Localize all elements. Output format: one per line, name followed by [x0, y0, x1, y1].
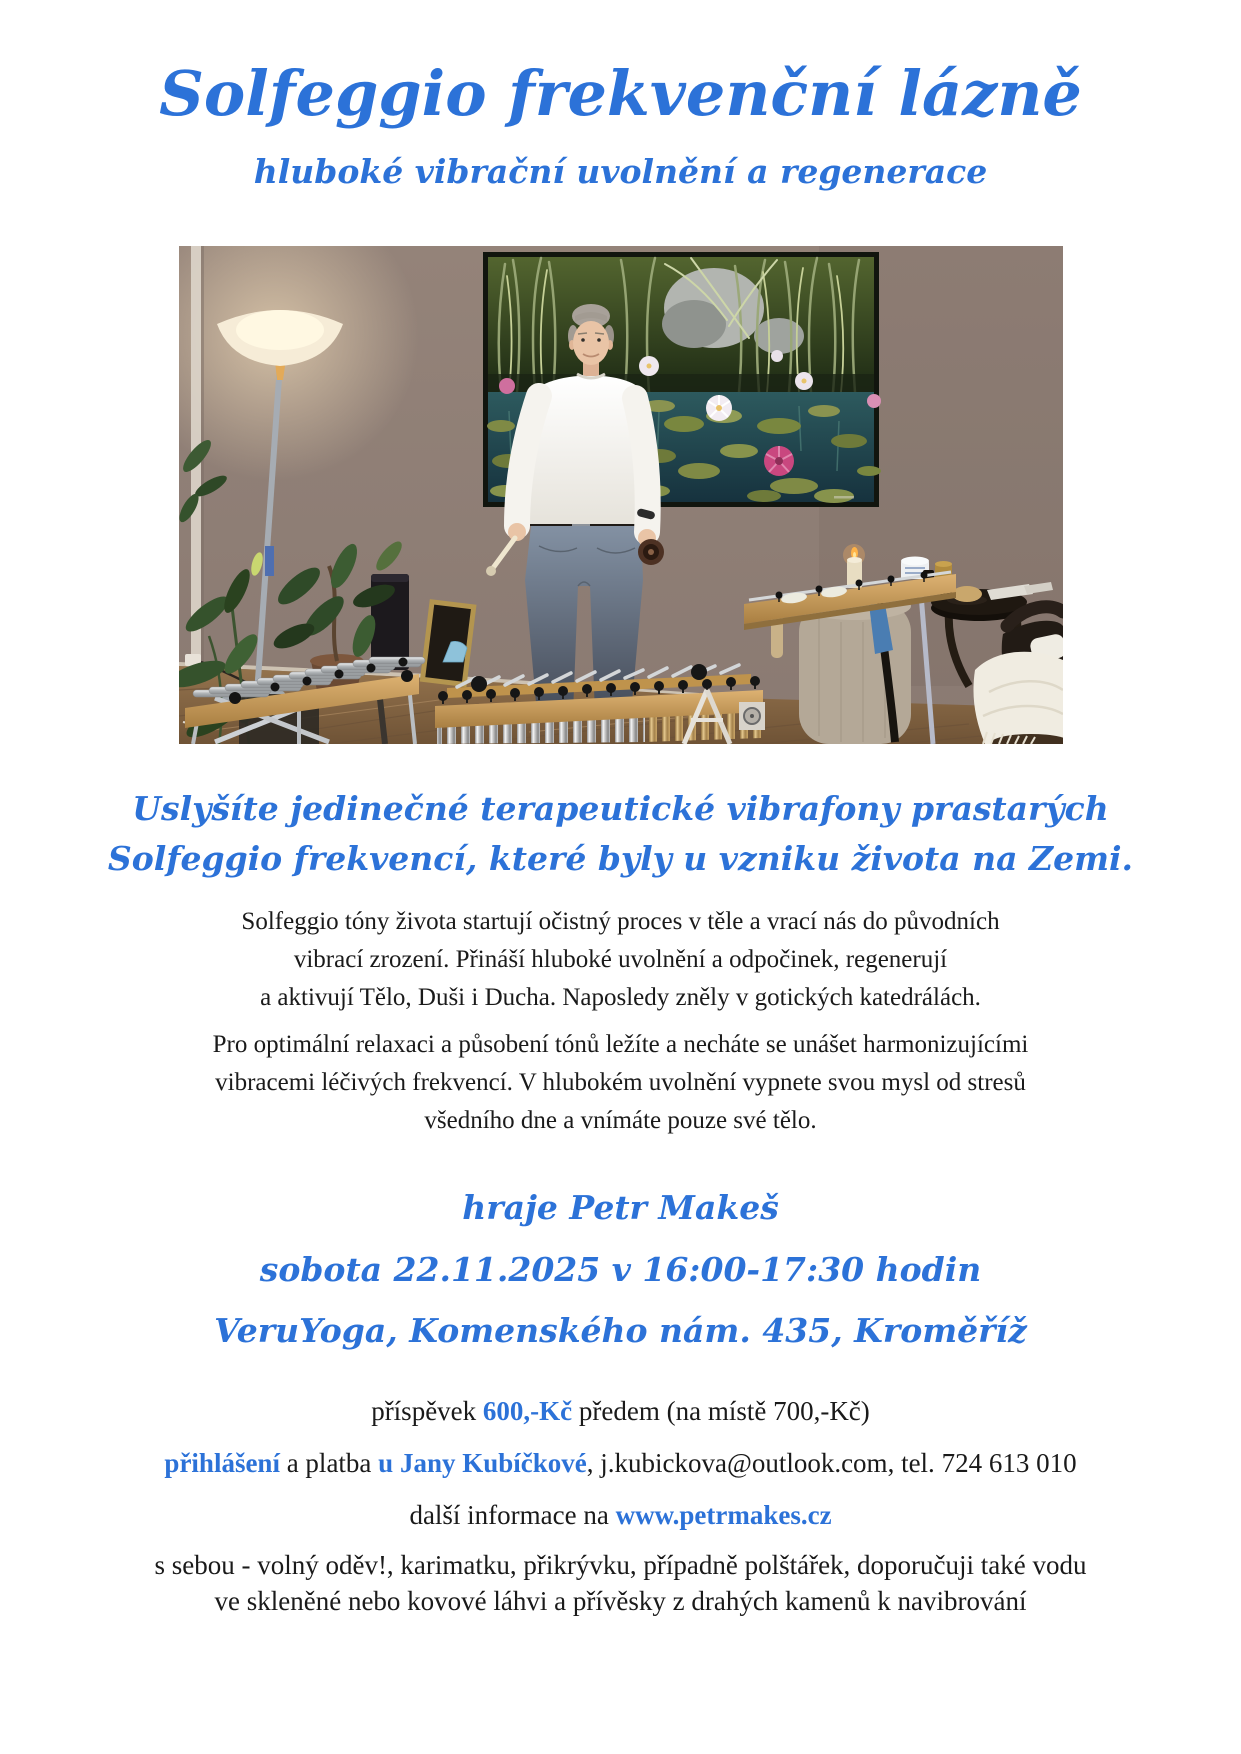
relax-line-1: Pro optimální relaxaci a působení tónů ležíte a necháte se unášet harmonizujícími	[212, 1031, 1029, 1059]
relax-line-3: všedního dne a vnímáte pouze své tělo.	[424, 1107, 817, 1135]
event-photo-illustration	[179, 246, 1063, 744]
event-performer: hraje Petr Makeš	[462, 1188, 779, 1228]
registration-email[interactable]: j.kubickova@outlook.com	[600, 1447, 888, 1478]
website-link[interactable]: www.petrmakes.cz	[615, 1499, 832, 1530]
registration-and-payment: a platba	[279, 1447, 379, 1478]
page-title: Solfeggio frekvenční lázně	[159, 57, 1082, 130]
registration-comma: ,	[586, 1447, 601, 1478]
price-line	[0, 1391, 1241, 1431]
logo-box	[739, 702, 765, 730]
registration-line	[0, 1443, 1241, 1483]
registration-contact: u Jany Kubíčkové	[378, 1447, 587, 1478]
info-prefix: další informace na	[409, 1499, 616, 1530]
event-venue: VeruYoga, Komenského nám. 435, Kroměříž	[214, 1311, 1027, 1351]
lead-heading	[0, 784, 1241, 883]
bring-list	[0, 1547, 1241, 1619]
lead-line-2: Solfeggio frekvencí, které byly u vzniku života na Zemi.	[107, 838, 1134, 878]
price-prefix: příspěvek	[371, 1395, 483, 1426]
registration-signup: přihlášení	[164, 1447, 280, 1478]
bring-line-2: ve skleněné nebo kovové láhvi a přívěsky z drahých kamenů k navibrování	[214, 1585, 1027, 1616]
bring-line-1: s sebou - volný oděv!, karimatku, přikrývku, případně polštářek, doporučuji také vodu	[154, 1549, 1087, 1580]
wooden-disc	[638, 539, 664, 565]
about-line-2: vibrací zrození. Přináší hluboké uvolnění a odpočinek, regenerují	[293, 946, 948, 974]
leaning-picture-frame	[422, 602, 473, 685]
face	[573, 321, 609, 365]
event-datetime: sobota 22.11.2025 v 16:00-17:30 hodin	[259, 1249, 982, 1289]
relax-line-2: vibracemi léčivých frekvencí. V hlubokém uvolnění vypnete svou mysl od stresů	[215, 1069, 1026, 1097]
lead-line-1: Uslyšíte jedinečné terapeutické vibrafony prastarých	[132, 789, 1109, 829]
about-line-3: a aktivují Tělo, Duši i Ducha. Naposledy zněly v gotických katedrálách.	[260, 984, 981, 1012]
paragraph-about	[0, 903, 1241, 1017]
fringed-blanket	[973, 652, 1063, 744]
info-line	[0, 1495, 1241, 1535]
registration-phone: 724 613 010	[941, 1447, 1077, 1478]
paragraph-relax	[0, 1026, 1241, 1140]
registration-tel-label: , tel.	[887, 1447, 942, 1478]
price-suffix: předem (na místě 700,-Kč)	[572, 1395, 870, 1426]
event-photo	[179, 246, 1063, 744]
page-subtitle: hluboké vibrační uvolnění a regenerace	[253, 152, 988, 192]
about-line-1: Solfeggio tóny života startují očistný proces v těle a vrací nás do původních	[241, 908, 1000, 936]
price-amount: 600,-Kč	[482, 1395, 573, 1426]
